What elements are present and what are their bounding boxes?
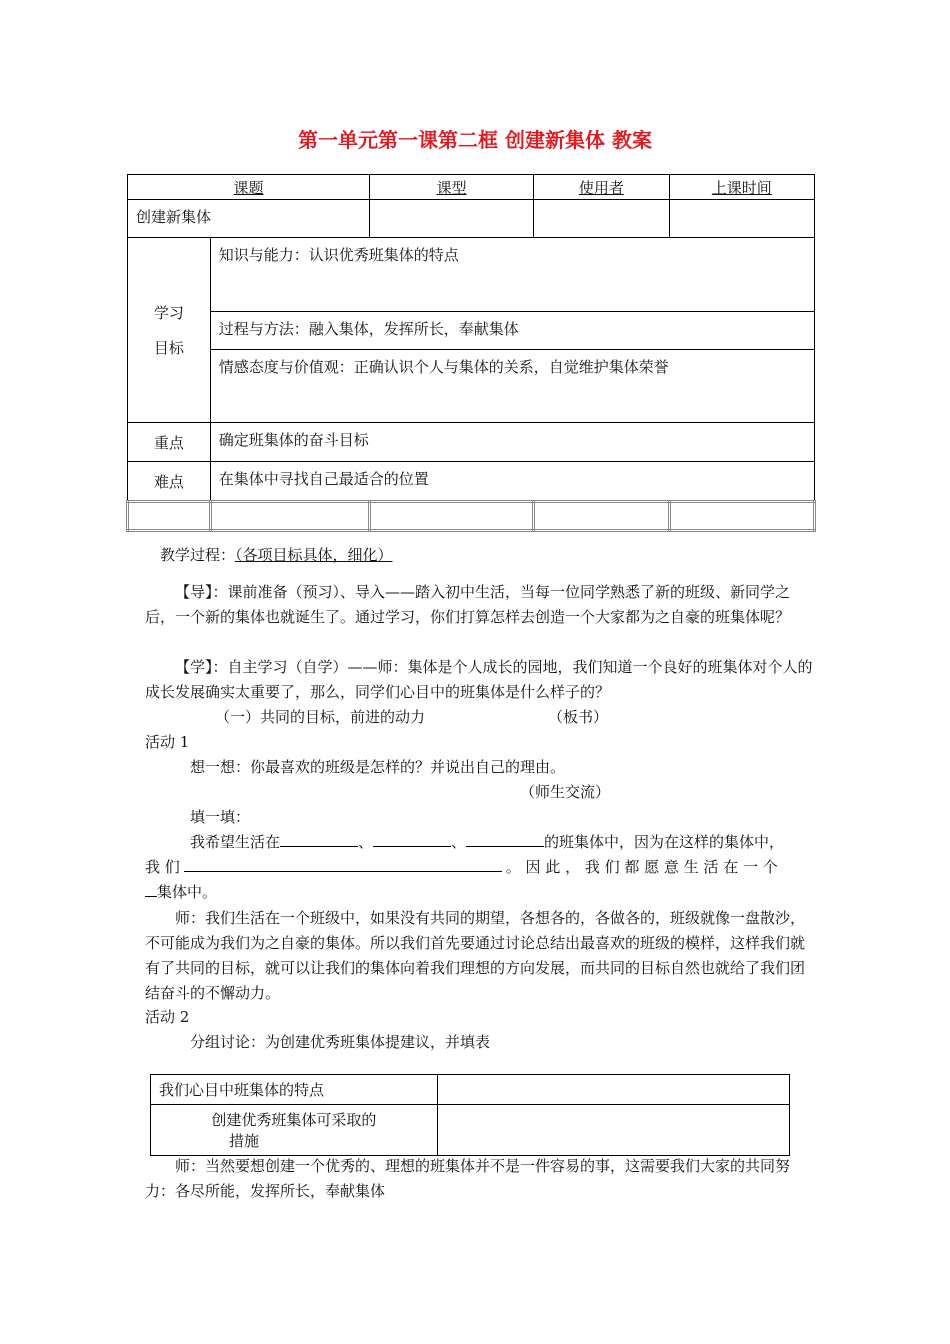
user-cell: [534, 200, 669, 238]
empty-cell: [669, 502, 814, 531]
table2-row1-input[interactable]: [437, 1075, 789, 1105]
header-type: 课型: [369, 175, 533, 200]
difficulty-label: 难点: [128, 462, 211, 502]
fill-blank[interactable]: [466, 831, 544, 847]
think-note: （师生交流）: [520, 783, 611, 801]
fill-blank[interactable]: [373, 831, 451, 847]
key-point-label: 重点: [128, 423, 211, 462]
fill-blank[interactable]: [184, 856, 502, 872]
empty-cell: [369, 502, 533, 531]
empty-cell: [210, 502, 369, 531]
activity-2-label: 活动 2: [145, 1008, 190, 1026]
header-time: 上课时间: [669, 175, 814, 200]
key-point-text: 确定班集体的奋斗目标: [210, 423, 814, 462]
fill-line-2: [145, 856, 778, 877]
fill-line-1: [190, 831, 784, 852]
header-user: 使用者: [534, 175, 669, 200]
table2-row2-input[interactable]: [437, 1105, 789, 1156]
objectives-label: [128, 238, 211, 423]
objectives-label-line2: 目标: [153, 339, 184, 357]
fill-line-3: [145, 881, 217, 902]
separator: 、: [358, 833, 374, 851]
lesson-info-table: [126, 174, 816, 532]
header-topic: 课题: [128, 175, 370, 200]
empty-cell: [534, 502, 669, 531]
teaching-process-label: [160, 544, 393, 565]
objectives-label-line1: 学习: [153, 304, 184, 322]
section-note: （板书）: [548, 708, 609, 726]
fill-line-1-suffix: 的班集体中，因为在这样的集体中，: [544, 833, 785, 851]
time-cell: [669, 200, 814, 238]
fill-line-3-text: 集体中。: [157, 883, 218, 901]
fill-line-2-prefix: 我 们: [145, 858, 180, 876]
fill-blank[interactable]: [280, 831, 358, 847]
objective-process: 过程与方法：融入集体，发挥所长，奉献集体: [210, 312, 814, 350]
separator: 、: [451, 833, 467, 851]
teaching-process-note: （各项目标具体，细化）: [235, 546, 393, 564]
section-heading: （一）共同的目标，前进的动力: [215, 708, 426, 726]
table2-row2-label: [151, 1105, 438, 1156]
learn-paragraph: 【学】：自主学习（自学）——师：集体是个人成长的园地，我们知道一个良好的班集体对个人的成长发展确实太重要了，那么，同学们心目中的班集体是什么样子的？: [145, 658, 813, 701]
guide-paragraph: 【导】：课前准备（预习）、导入——踏入初中生活，当每一位同学熟悉了新的班级、新同学之后，一个新的集体也就诞生了。通过学习，你们打算怎样去创造一个大家都为之自豪的班集体呢？: [145, 583, 791, 626]
fill-title: 填一填：: [190, 808, 251, 826]
objective-knowledge: 知识与能力：认识优秀班集体的特点: [210, 238, 814, 312]
fill-line-1-prefix: 我希望生活在: [190, 833, 281, 851]
fill-line-2-suffix: 。 因 此 ， 我 们 都 愿 意 生 活 在 一 个: [505, 858, 778, 876]
teaching-process-title: 教学过程：: [160, 546, 236, 564]
objective-emotion: 情感态度与价值观：正确认识个人与集体的关系，自觉维护集体荣誉: [210, 350, 814, 423]
fill-blank[interactable]: [145, 881, 157, 897]
discuss-prompt: 分组讨论：为创建优秀班集体提建议，并填表: [190, 1033, 491, 1051]
think-prompt: 想一想：你最喜欢的班级是怎样的？并说出自己的理由。: [190, 758, 566, 776]
teacher-paragraph-1: 师：我们生活在一个班级中，如果没有共同的期望，各想各的，各做各的，班级就像一盘散沙，不可能成为我们为之自豪的集体。所以我们首先要通过讨论总结出最喜欢的班级的模样，这样我们就有了共同的目标，就可以让我们的集体向着我们理想的方向发展，而共同的目标自然也就给了我们团结奋斗的不懈动力。: [145, 909, 806, 1002]
difficulty-text: 在集体中寻找自己最适合的位置: [210, 462, 814, 502]
document-title: 第一单元第一课第二框 创建新集体 教案: [298, 128, 652, 152]
empty-cell: [128, 502, 211, 531]
table2-row2-line2: 措施: [229, 1132, 260, 1150]
table2-row2-line1: 创建优秀班集体可采取的: [211, 1111, 377, 1129]
type-cell: [369, 200, 533, 238]
suggestion-table: [150, 1074, 790, 1156]
table2-row1-label: 我们心目中班集体的特点: [151, 1075, 438, 1105]
activity-1-label: 活动 1: [145, 733, 190, 751]
teacher-paragraph-2: 师：当然要想创建一个优秀的、理想的班集体并不是一件容易的事，这需要我们大家的共同努力：各尽所能，发挥所长，奉献集体: [145, 1157, 791, 1200]
topic-cell: 创建新集体: [128, 200, 370, 238]
